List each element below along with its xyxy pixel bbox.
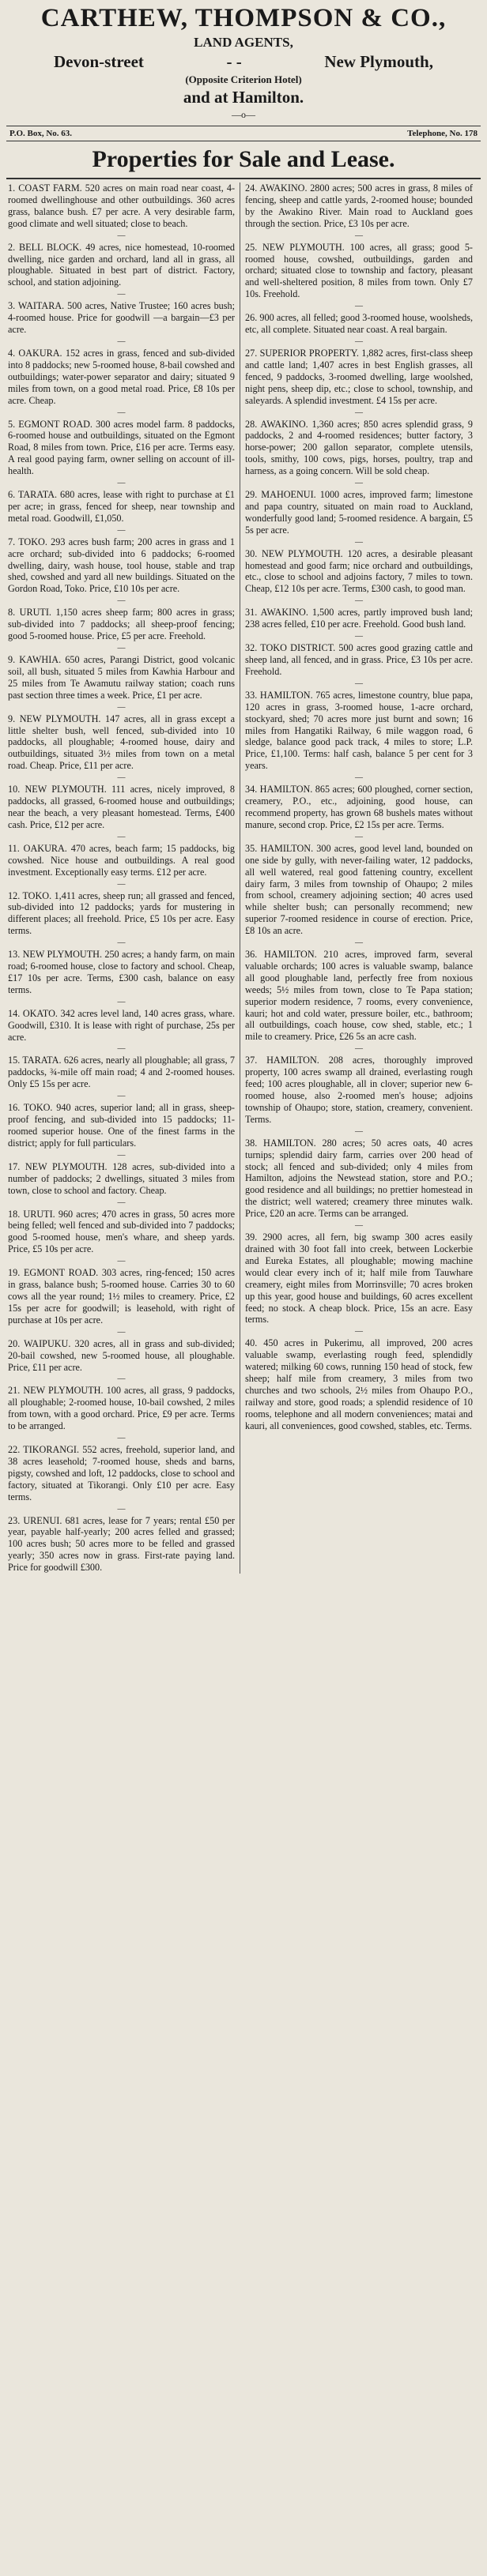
listing-separator: —	[117, 1434, 126, 1443]
listing-item: 28. AWAKINO. 1,360 acres; 850 acres splendid grass, 9 paddocks, 2 and 4-roomed residences; butter factory, 3 horse-power; 200 gallon separator, complete utensils, tools, smithy, 100 cows, pigs, horses, poultry, trap and harness, as a going concern. Will be sold cheap.	[245, 418, 473, 477]
town-name: New Plymouth,	[324, 52, 433, 71]
listing-item: 7. TOKO. 293 acres bush farm; 200 acres in grass and 1 acre orchard; sub-divided into 6 paddocks; 6-roomed dwelling, dairy, wash house, tool house, stable and trap shed, cowshed and yard all new buildings. Situated on the Gordon Road, Toko. Price, £10 10s per acre.	[8, 536, 235, 595]
listing-separator: —	[117, 408, 126, 417]
advertisement-page	[6, 0, 481, 1574]
listing-item: 17. NEW PLYMOUTH. 128 acres, sub-divided into a number of paddocks; 2 dwellings, situated 3 miles from town, close to school and factory. Cheap.	[8, 1160, 235, 1196]
listing-separator: —	[117, 596, 126, 606]
listing-item: 19. EGMONT ROAD. 303 acres, ring-fenced; 150 acres in grass, balance bush; 5-roomed house. Carries 30 to 60 cows all the year round; 1½ miles to creamery. Price, £2 15s per acre for goodwill; is leasehold, with right of purchase at 10s per acre.	[8, 1267, 235, 1326]
listing-item: 35. HAMILTON. 300 acres, good level land, bounded on one side by gully, with never-failing water, 12 paddocks, all well watered, real good fattening country, excellent dairy farm, 3 miles from township of Ohaupo; 2 miles from school, creamery adjoining section; 40 acres used while shelter bush; can personally recommend; new superior 7-roomed residence in course of erection. Price, £8 10s an acre.	[245, 842, 473, 937]
listing-separator: —	[355, 479, 363, 488]
listing-separator: —	[117, 290, 126, 299]
listing-item: 13. NEW PLYMOUTH. 250 acres; a handy farm, on main road; 6-roomed house, close to factory and school. Cheap, £17 10s per acre. Terms, £300 cash, balance on easy terms.	[8, 949, 235, 995]
listing-separator: —	[117, 938, 126, 948]
address-line	[6, 52, 481, 72]
listing-item: 36. HAMILTON. 210 acres, improved farm, several valuable orchards; 100 acres is valuable swamp, balance all good ploughable land, perfectly free from noxious weeds; 5½ miles from town, close to Te Papa station; superior modern residence, 7 rooms, every convenience, kauri; hot and cold water, pressure boiler, etc., bathroom; all outbuildings, coach house, cow shed, stable, etc.; 1 mile to creamery. Price, £26 5s an acre cash.	[245, 949, 473, 1043]
listing-item: 4. OAKURA. 152 acres in grass, fenced and sub-divided into 8 paddocks; new 5-roomed house, 8-bail cowshed and outbuildings; water-power separator and dairy; situated 9 miles from town, on a good metal road. Price, £8 10s per acre. Cheap.	[8, 347, 235, 406]
ornament: —o—	[232, 109, 255, 120]
listing-separator: —	[117, 997, 126, 1006]
telephone: Telephone, No. 178	[407, 129, 478, 138]
listing-item: 18. URUTI. 960 acres; 470 acres in grass, 50 acres more being felled; well fenced and sub-divided into 7 paddocks; good 5-roomed house, men's whare, and sheep yards. Price, £5 10s per acre.	[8, 1208, 235, 1255]
listing-item: 23. URENUI. 681 acres, lease for 7 years; rental £50 per year, payable half-yearly; 200 acres felled and grassed; 100 acres bush; 50 acres more to be felled and grassed yearly; 350 acres now in grass. First-rate paying land. Price for goodwill £300.	[8, 1514, 235, 1574]
listing-item: 39. 2900 acres, all fern, big swamp 300 acres easily drained with 30 foot fall into creek, between Lockerbie and Eureka Estates, all ploughable; mowing machine would clear every inch of it; half mile from Tauwhare creamery, eight miles from Morrinsville; 70 acres broken up this year, good house and buildings, 60 acres excellent feed; no stock. A cheap block. Price, 15s an acre. Easy terms.	[245, 1232, 473, 1326]
firm-subtitle: LAND AGENTS,	[194, 35, 293, 50]
right-column	[240, 182, 474, 1574]
listing-item: 11. OAKURA. 470 acres, beach farm; 15 paddocks, big cowshed. Nice house and outbuildings. A real good investment. Exceptionally easy terms. £12 per acre.	[8, 842, 235, 878]
contact-bar	[6, 126, 481, 141]
listing-separator: —	[117, 479, 126, 488]
listing-item: 25. NEW PLYMOUTH. 100 acres, all grass; good 5-roomed house, cowshed, outbuildings, garden and orchard; situated close to township and factory, pleasant and well-sheltered position, 8 miles from town. Only £7 10s. Freehold.	[245, 241, 473, 300]
listing-item: 16. TOKO. 940 acres, superior land; all in grass, sheep-proof fencing, and sub-divided into 15 paddocks; 11-roomed superior house. One of the finest farms in the district; apply for full particulars.	[8, 1102, 235, 1149]
listing-separator: —	[355, 408, 363, 417]
listing-separator: —	[355, 302, 363, 311]
listing-item: 38. HAMILTON. 280 acres; 50 acres oats, 40 acres turnips; splendid dairy farm, carries over 200 head of stock; all fenced and sub-divided; only 4 miles from Hamilton, adjoins the Newstead station, store and P.O.; good residence and all buildings; no prettier homestead in the district; well watered; creamery three minutes walk. Price, £20 an acre. Terms can be arranged.	[245, 1137, 473, 1220]
listing-item: 33. HAMILTON. 765 acres, limestone country, blue papa, 120 acres in grass, 3-roomed house, 1-acre orchard, stockyard, shed; 70 acres more just burnt and sown; 16 miles from Hangatiki Railway, 6 mile waggon road, 6 sledge, balance good pack track, 4 miles to store; L.P. Price, £1,100. Terms: half cash, balance 5 per cent for 3 years.	[245, 689, 473, 772]
listing-separator: —	[117, 1374, 126, 1384]
listing-separator: —	[117, 1092, 126, 1101]
listing-item: 12. TOKO. 1,411 acres, sheep run; all grassed and fenced, sub-divided into 12 paddocks; yards for mustering in different places; all freehold. Price, £5 10s per acre. Easy terms.	[8, 889, 235, 937]
listing-item: 1. COAST FARM. 520 acres on main road near coast, 4-roomed dwellinghouse and other outbuildings. 360 acres grass, balance bush. £7 per acre. A very desirable farm, good climate and well situated; close to beach.	[8, 182, 235, 229]
left-column	[6, 182, 240, 1574]
listing-separator: —	[117, 1504, 126, 1514]
listing-separator: —	[117, 644, 126, 652]
listing-item: 15. TARATA. 626 acres, nearly all ploughable; all grass, 7 paddocks, ¾-mile off main road; 4 and 2-roomed houses. Only £5 15s per acre.	[8, 1055, 235, 1090]
listing-separator: —	[117, 1327, 126, 1337]
listing-separator: —	[355, 1221, 363, 1231]
listing-separator: —	[355, 337, 363, 346]
listing-item: 22. TIKORANGI. 552 acres, freehold, superior land, and 38 acres leasehold; 7-roomed house, sheds and barns, pigsty, cowshed and loft, 12 paddocks, close to school and factory, situated at Tikorangi. Only £10 per acre. Easy terms.	[8, 1444, 235, 1502]
address-dash: - -	[226, 52, 242, 71]
listing-separator: —	[117, 702, 126, 712]
page-title: Properties for Sale and Lease.	[6, 146, 481, 179]
listing-item: 9. KAWHIA. 650 acres, Parangi District, good volcanic soil, all bush, situated 5 miles from Kawhia Harbour and 25 miles from Te Awamutu railway station; coach runs past section three times a week. Price, £1 per acre.	[8, 654, 235, 701]
listing-separator: —	[355, 596, 363, 606]
listing-separator: —	[355, 1126, 363, 1136]
listing-separator: —	[355, 1044, 363, 1054]
listing-separator: —	[117, 773, 126, 783]
listing-separator: —	[355, 679, 363, 688]
listing-item: 8. URUTI. 1,150 acres sheep farm; 800 acres in grass; sub-divided into 7 paddocks; all sheep-proof fencing; good 5-roomed house. Price, £5 per acre. Freehold.	[8, 607, 235, 642]
listing-separator: —	[117, 1044, 126, 1054]
listing-separator: —	[355, 938, 363, 948]
listing-item: 9. NEW PLYMOUTH. 147 acres, all in grass except a little shelter bush, well fenced, sub-divided into 10 paddocks, all ploughable; 4-roomed house, dairy and outbuildings, situated 3½ miles from town on a metal road. Cheap. Price, £11 per acre.	[8, 713, 235, 772]
listing-item: 21. NEW PLYMOUTH. 100 acres, all grass, 9 paddocks, all ploughable; 2-roomed house, 10-bail cowshed, 2 miles from town, with a good orchard. Price, £9 per acre. Terms to be arranged.	[8, 1385, 235, 1432]
listing-item: 27. SUPERIOR PROPERTY. 1,882 acres, first-class sheep and cattle land; 1,407 acres in best English grasses, all fenced, 9 paddocks, 3-roomed dwelling, large woolshed, night pens, sheep dip, etc.; close to school, township, and saleyards. A splendid investment. £4 15s per acre.	[245, 347, 473, 406]
listing-item: 14. OKATO. 342 acres level land, 140 acres grass, whare. Goodwill, £310. It is lease with right of purchase, 25s per acre.	[8, 1007, 235, 1043]
po-box: P.O. Box, No. 63.	[9, 129, 73, 138]
listing-item: 37. HAMILTON. 208 acres, thoroughly improved property, 100 acres swamp all drained, everlasting rough feed; 100 acres ploughable, all in clover; superior new 6-roomed house, also 2-roomed men's house; adjoins township of Ohaupo; store, station, creamery, convenient. Terms.	[245, 1055, 473, 1125]
listing-separator: —	[355, 231, 363, 240]
listing-separator: —	[355, 832, 363, 841]
listing-item: 34. HAMILTON. 865 acres; 600 ploughed, corner section, creamery, P.O., etc., adjoining, good house, can recommend property, has grown 68 bushels mates without manure, second crop. Price, £2 15s per acre. Terms.	[245, 784, 473, 830]
listing-item: 30. NEW PLYMOUTH. 120 acres, a desirable pleasant homestead and good farm; nice orchard and outbuildings, etc., close to school and adjoins factory, 7 miles to town. Cheap, £12 10s per acre. Terms, £300 cash, to good man.	[245, 547, 473, 595]
listing-separator: —	[117, 1257, 126, 1266]
listing-item: 2. BELL BLOCK. 49 acres, nice homestead, 10-roomed dwelling, nice garden and orchard, land all in grass, all ploughable. Situated in best part of district. Factory, school, and station adjoining.	[8, 241, 235, 288]
listing-separator: —	[355, 632, 363, 641]
listing-item: 10. NEW PLYMOUTH. 111 acres, nicely improved, 8 paddocks, all grassed, 6-roomed house and outbuildings; near the beach, a very pleasant homestead. Terms, £400 cash. Price, £12 per acre.	[8, 784, 235, 830]
firm-name: CARTHEW, THOMPSON & CO.,	[40, 4, 447, 32]
listing-separator: —	[117, 525, 126, 535]
listing-separator: —	[117, 337, 126, 346]
listing-item: 3. WAITARA. 500 acres, Native Trustee; 160 acres bush; 4-roomed house. Price for goodwill —a bargain—£3 per acre.	[8, 300, 235, 336]
listing-item: 26. 900 acres, all felled; good 3-roomed house, woolsheds, etc, all complete. Situated near coast. A real bargain.	[245, 312, 473, 336]
listing-separator: —	[117, 1150, 126, 1160]
opposite-note: (Opposite Criterion Hotel)	[185, 73, 302, 85]
listing-separator: —	[117, 832, 126, 841]
street-name: Devon-street	[54, 52, 144, 71]
listing-item: 6. TARATA. 680 acres, lease with right to purchase at £1 per acre; in grass, fenced for sheep, near township and metal road. Goodwill, £1,050.	[8, 489, 235, 524]
listing-item: 20. WAIPUKU. 320 acres, all in grass and sub-divided; 20-bail cowshed, new 5-roomed house, all ploughable. Price, £11 per acre.	[8, 1337, 235, 1373]
listing-separator: —	[117, 879, 126, 889]
listing-separator: —	[355, 773, 363, 783]
listing-columns	[6, 182, 481, 1574]
listing-item: 5. EGMONT ROAD. 300 acres model farm. 8 paddocks, 6-roomed house and outbuildings, situated on the Egmont Road, 8 miles from town. Price, £16 per acre. Terms easy. A real good paying farm, owner selling on account of ill-health.	[8, 418, 235, 477]
branch-line: and at Hamilton.	[183, 88, 304, 107]
listing-separator: —	[355, 1327, 363, 1337]
listing-separator: —	[117, 1198, 126, 1207]
listing-item: 24. AWAKINO. 2800 acres; 500 acres in grass, 8 miles of fencing, sheep and cattle yards, 2-roomed house; bounded by the Awakino River. Main road to Auckland goes through the section. Price, £3 10s per acre.	[245, 182, 473, 229]
listing-separator: —	[117, 231, 126, 240]
listing-item: 32. TOKO DISTRICT. 500 acres good grazing cattle and sheep land, all fenced, and in grass. Price, £3 10s per acre. Freehold.	[245, 642, 473, 677]
listing-item: 31. AWAKINO. 1,500 acres, partly improved bush land; 238 acres felled, £10 per acre. Freehold. Good bush land.	[245, 607, 473, 630]
listing-item: 29. MAHOENUI. 1000 acres, improved farm; limestone and papa country, situated on main road to Auckland, wonderfully good land; 5-roomed residence. A bargain, £5 5s per acre.	[245, 489, 473, 536]
masthead	[6, 3, 481, 121]
listing-item: 40. 450 acres in Pukerimu, all improved, 200 acres valuable swamp, everlasting rough feed, splendidly watered; milking 60 cows, running 150 head of stock, few sheep; half mile from creamery, 3 miles from two churches and two schools, 2½ miles from Ohaupo P.O., railway and store, good roads; a splendid residence of 10 rooms, telephone and all modern conveniences; matai and kauri, all conveniences, good cowshed, stables, etc. Terms.	[245, 1337, 473, 1431]
listing-separator: —	[355, 537, 363, 547]
